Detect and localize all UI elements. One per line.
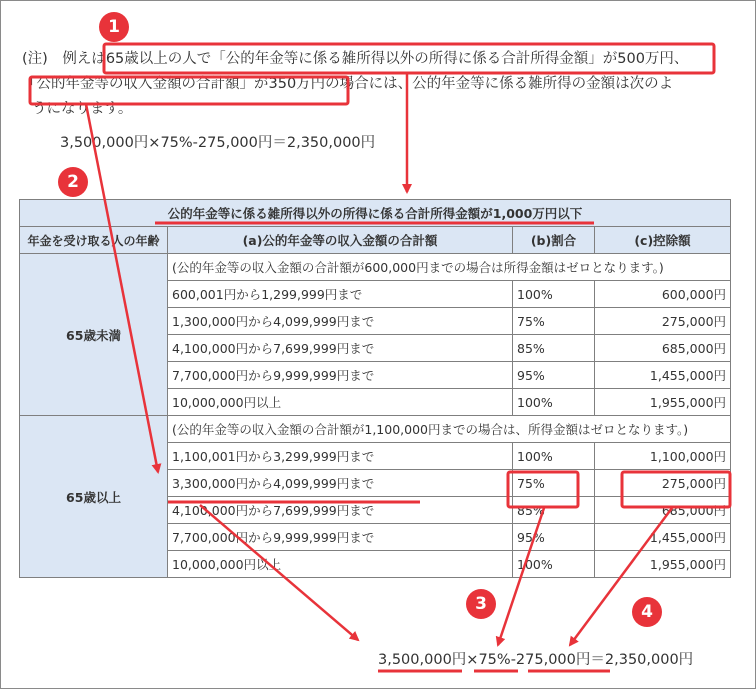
arrow-to-formula-revenue (200, 505, 358, 640)
revenue-cell: 10,000,000円以上 (168, 389, 513, 416)
highlight-box-revenue (30, 77, 348, 104)
note-line-1: (注) 例えば65歳以上の人で「公的年金等に係る雑所得以外の所得に係る合計所得金額」が500万円、 (22, 51, 689, 67)
rate-cell: 95% (513, 362, 595, 389)
rate-cell: 85% (513, 497, 595, 524)
note-line-3-text: うになります。 (32, 101, 133, 117)
header-deduction: (c)控除額 (595, 227, 731, 254)
age-65-over: 65歳以上 (20, 416, 168, 578)
deduction-cell: 685,000円 (595, 335, 731, 362)
header-rate: (b)割合 (513, 227, 595, 254)
badge-4: 4 (632, 597, 662, 627)
revenue-cell: 3,300,000円から4,099,999円まで (168, 470, 513, 497)
arrow-to-formula-deduction (570, 508, 672, 645)
deduction-cell: 1,955,000円 (595, 551, 731, 578)
formula-minus: - (510, 652, 516, 668)
formula-deduction: 275,000円 (515, 652, 591, 668)
rate-cell: 100% (513, 551, 595, 578)
group-note: (公的年金等の収入金額の合計額が1,100,000円までの場合は、所得金額はゼロとなります。) (168, 416, 731, 443)
rate-cell: 75% (513, 308, 595, 335)
table-title: 公的年金等に係る雑所得以外の所得に係る合計所得金額が1,000万円以下 (20, 200, 731, 227)
revenue-cell: 1,300,000円から4,099,999円まで (168, 308, 513, 335)
deduction-cell: 1,455,000円 (595, 362, 731, 389)
highlight-box-deduction (622, 472, 730, 507)
deduction-cell: 1,455,000円 (595, 524, 731, 551)
deduction-cell: 275,000円 (595, 308, 731, 335)
badge-3: 3 (466, 589, 496, 619)
rate-cell: 100% (513, 443, 595, 470)
group-note: (公的年金等の収入金額の合計額が600,000円までの場合は所得金額はゼロとなります。) (168, 254, 731, 281)
arrow-to-formula-rate (498, 508, 544, 645)
highlight-box-rate (508, 472, 578, 507)
formula-revenue: 3,500,000円 (378, 652, 467, 668)
rate-cell: 75% (513, 470, 595, 497)
deduction-cell: 600,000円 (595, 281, 731, 308)
badge-2: 2 (58, 167, 88, 197)
highlight-box-income (104, 44, 714, 73)
rate-cell: 95% (513, 524, 595, 551)
revenue-cell: 10,000,000円以上 (168, 551, 513, 578)
age-under-65: 65歳未満 (20, 254, 168, 416)
deduction-cell: 1,955,000円 (595, 389, 731, 416)
note-line-2: 「公的年金等の収入金額の合計額」が350万円の場合には、公的年金等に係る雑所得の金額は次のよ (22, 76, 674, 92)
formula-result: ＝2,350,000円 (590, 652, 694, 668)
revenue-cell: 600,001円から1,299,999円まで (168, 281, 513, 308)
revenue-cell: 7,700,000円から9,999,999円まで (168, 524, 513, 551)
formula-times: × (466, 652, 479, 668)
deduction-cell: 685,000円 (595, 497, 731, 524)
header-revenue: (a)公的年金等の収入金額の合計額 (168, 227, 513, 254)
rate-cell: 100% (513, 281, 595, 308)
rate-cell: 100% (513, 389, 595, 416)
formula-rate: 75% (478, 652, 511, 668)
revenue-cell: 4,100,000円から7,699,999円まで (168, 335, 513, 362)
arrow-to-revenue-row (86, 104, 158, 472)
revenue-cell: 7,700,000円から9,999,999円まで (168, 362, 513, 389)
deduction-cell: 275,000円 (595, 470, 731, 497)
revenue-cell: 1,100,001円から3,299,999円まで (168, 443, 513, 470)
header-age: 年金を受け取る人の年齢 (20, 227, 168, 254)
revenue-cell: 4,100,000円から7,699,999円まで (168, 497, 513, 524)
rate-cell: 85% (513, 335, 595, 362)
badge-1: 1 (99, 12, 129, 42)
deduction-cell: 1,100,000円 (595, 443, 731, 470)
example-formula: 3,500,000円×75%-275,000円＝2,350,000円 (60, 135, 376, 151)
